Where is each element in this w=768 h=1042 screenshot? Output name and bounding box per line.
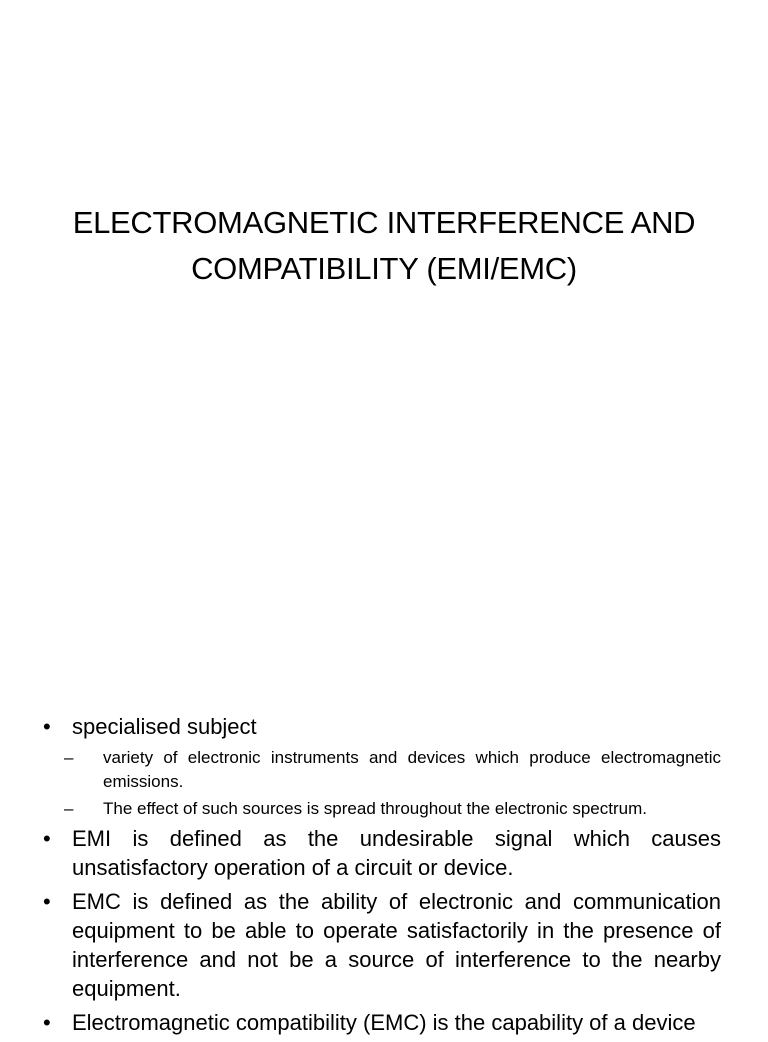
sub-bullet-text: variety of electronic instruments and devices which produce electromagnetic emissions. bbox=[103, 748, 721, 791]
bullet-item-emc-capability bbox=[0, 1008, 768, 1037]
bullet-text: EMC is defined as the ability of electronic and communication equipment to be able to operate satisfactorily in the presence of interference and not be a source of interference to the nearby equipment. bbox=[72, 889, 721, 1001]
bullet-item-emi-definition bbox=[0, 824, 768, 882]
sub-bullet-text: The effect of such sources is spread throughout the electronic spectrum. bbox=[103, 799, 647, 818]
bullet-text: EMI is defined as the undesirable signal which causes unsatisfactory operation of a circuit or device. bbox=[72, 826, 721, 880]
bullet-text: specialised subject bbox=[72, 714, 257, 739]
dash-icon: – bbox=[64, 799, 74, 818]
bullet-item-emc-definition bbox=[0, 887, 768, 1003]
slide-title: ELECTROMAGNETIC INTERFERENCE AND COMPATIBILITY (EMI/EMC) bbox=[72, 205, 696, 286]
bullet-icon: • bbox=[43, 889, 51, 914]
bullet-icon: • bbox=[43, 1010, 51, 1035]
sub-list-container bbox=[0, 746, 768, 821]
bullet-icon: • bbox=[43, 714, 51, 739]
bullet-content bbox=[0, 712, 768, 1042]
bullet-icon: • bbox=[43, 826, 51, 851]
sub-bullet-list bbox=[0, 746, 768, 821]
sub-bullet-item-effect bbox=[0, 797, 768, 821]
sub-bullet-item-variety bbox=[0, 746, 768, 794]
bullet-text: Electromagnetic compatibility (EMC) is the capability of a device bbox=[72, 1010, 696, 1035]
bullet-item-specialised-subject bbox=[0, 712, 768, 741]
bullet-list bbox=[0, 712, 768, 1037]
dash-icon: – bbox=[64, 748, 74, 767]
